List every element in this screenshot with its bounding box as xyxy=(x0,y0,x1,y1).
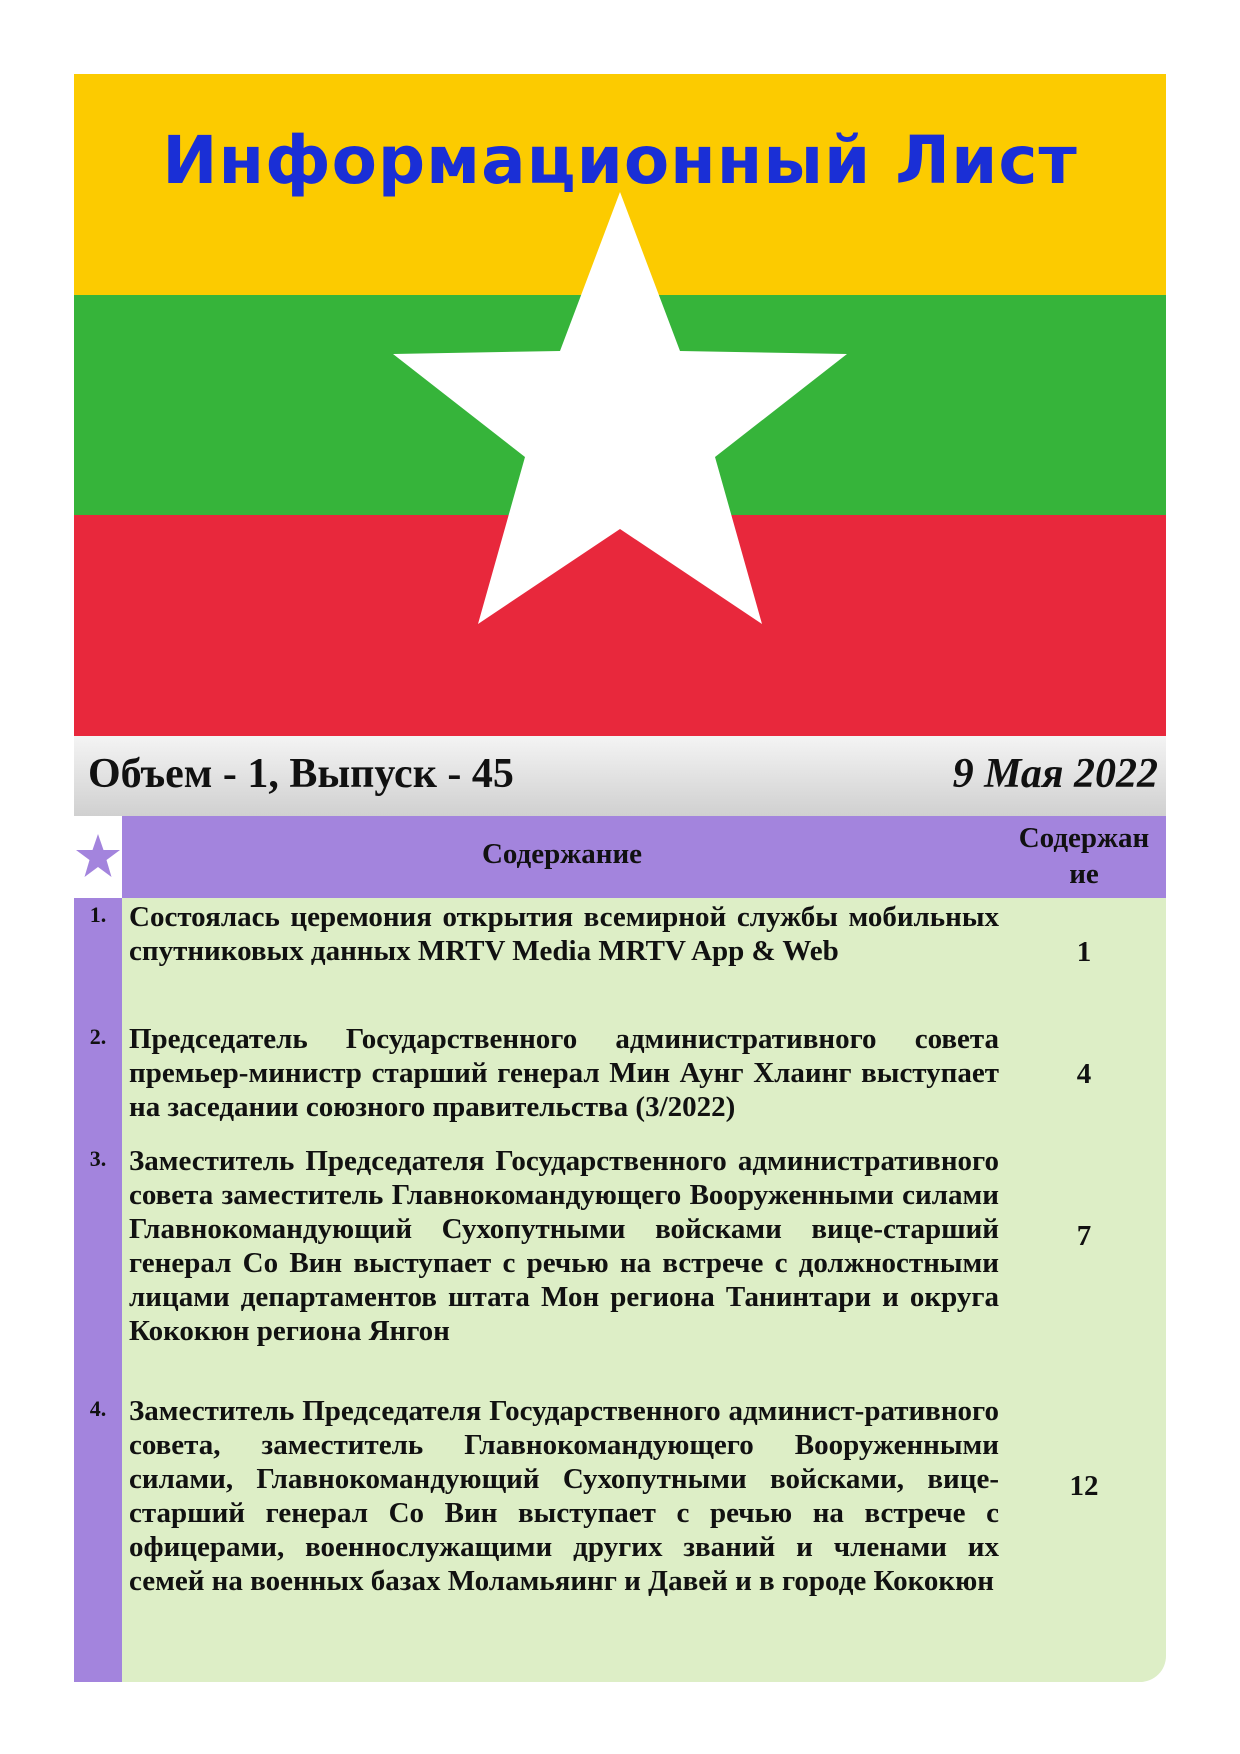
toc-entry-page: 12 xyxy=(1069,1470,1099,1502)
issue-info-bar xyxy=(74,736,1166,816)
toc-header-page-column xyxy=(1002,820,1166,892)
toc-number-sidebar xyxy=(74,898,122,1682)
toc-entry-title[interactable]: Заместитель Председателя Государственного админист-ративного совета, заместитель Главнокомандующего Вооруженными силами, Главнокомандующий Сухопутными войсками, вице-старший генерал Со Вин выступает с речью на встрече с офицерами, военнослужащими других званий и членами их семей на военных базах Моламьяинг и Давей и в городе Кококюн xyxy=(129,1395,999,1597)
table-of-contents xyxy=(74,816,1166,1682)
toc-entry-number: 2. xyxy=(89,1024,107,1049)
toc-entry-title[interactable]: Председатель Государственного административного совета премьер-министр старший генерал Мин Аунг Хлаинг выступает на заседании союзного правительства (3/2022) xyxy=(129,1023,999,1123)
toc-entry-page: 1 xyxy=(1076,936,1092,968)
toc-entry-title[interactable]: Состоялась церемония открытия всемирной службы мобильных спутниковых данных MRTV Media MRTV App & Web xyxy=(129,901,999,967)
issue-volume-label: Объем - 1, Выпуск - 45 xyxy=(88,751,514,797)
toc-entry-number: 4. xyxy=(89,1396,107,1421)
toc-entry-title[interactable]: Заместитель Председателя Государственного административного совета заместитель Главнокомандующего Вооруженными силами Главнокомандующий Сухопутными войсками вице-старший генерал Со Вин выступает с речью на встрече с должностными лицами департаментов штата Мон региона Танинтари и округа Кококюн региона Янгон xyxy=(129,1145,999,1347)
toc-entry-number: 3. xyxy=(89,1146,107,1171)
star-icon xyxy=(74,832,122,882)
toc-entry-page: 4 xyxy=(1076,1058,1092,1090)
toc-header-page-line1: Содержан xyxy=(1018,822,1150,854)
toc-header-page-line2: ие xyxy=(1069,858,1099,890)
flag-banner xyxy=(74,74,1166,736)
toc-entry-number: 1. xyxy=(89,902,107,927)
page-title: Информационный Лист xyxy=(162,122,1078,199)
toc-header-title: Содержание xyxy=(481,838,643,870)
toc-entry-page: 7 xyxy=(1076,1220,1092,1252)
issue-date: 9 Мая 2022 xyxy=(952,751,1158,797)
